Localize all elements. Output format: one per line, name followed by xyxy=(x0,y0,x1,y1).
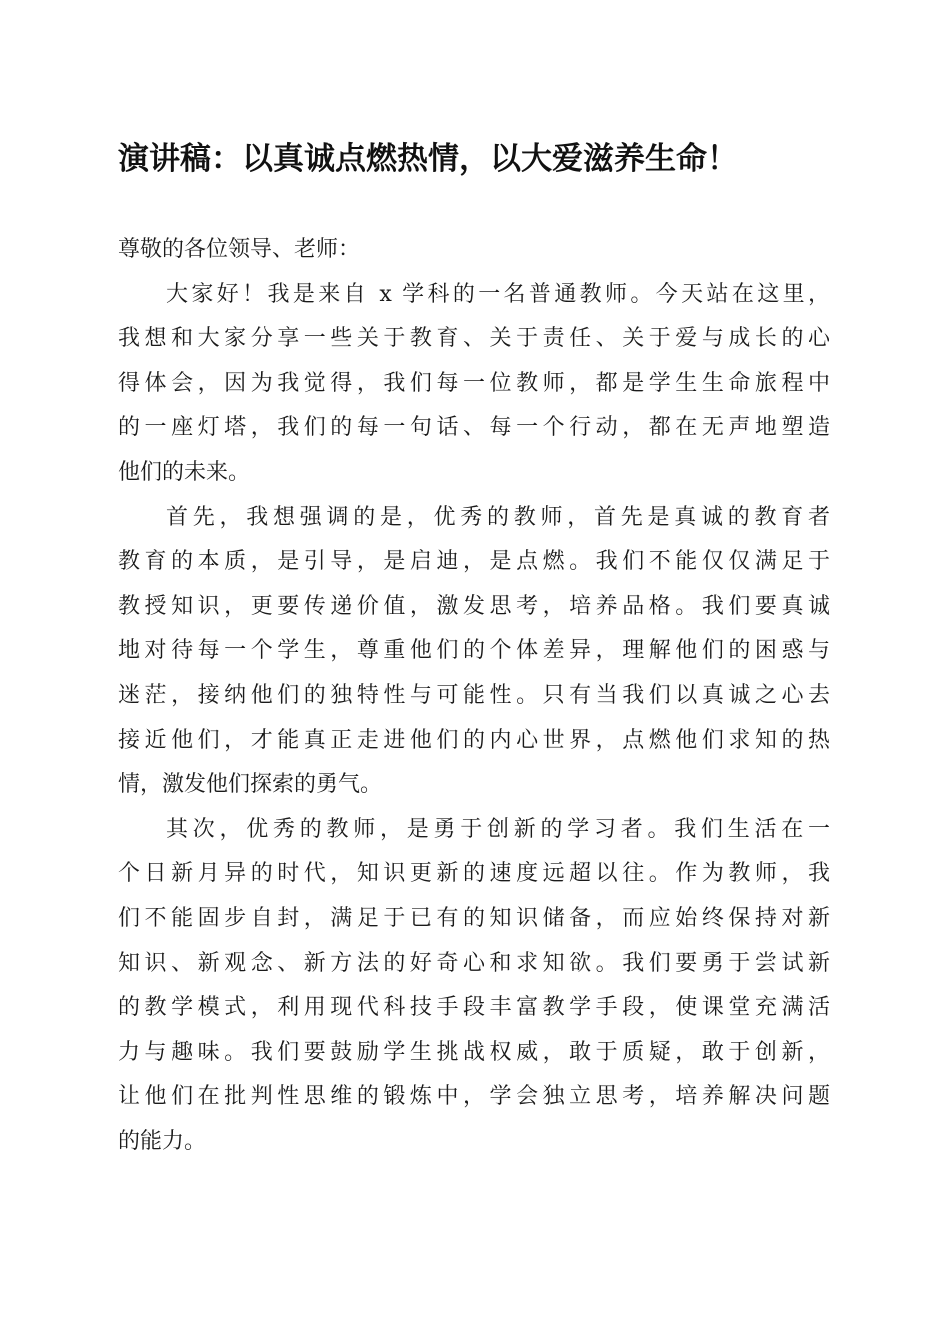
paragraph-line: 教育的本质，是引导，是启迪，是点燃。我们不能仅仅满足于 xyxy=(118,549,830,575)
paragraph-line: 的一座灯塔，我们的每一句话、每一个行动，都在无声地塑造 xyxy=(118,415,830,441)
paragraph-line: 迷茫，接纳他们的独特性与可能性。只有当我们以真诚之心去 xyxy=(118,682,830,708)
paragraph-innovation xyxy=(118,808,830,1165)
paragraph-line: 他们的未来。 xyxy=(118,459,251,485)
paragraph-line: 得体会，因为我觉得，我们每一位教师，都是学生生命旅程中 xyxy=(118,370,830,396)
paragraph-line: 个日新月异的时代，知识更新的速度远超以往。作为教师，我 xyxy=(118,861,830,887)
paragraph-sincerity xyxy=(118,496,830,808)
paragraph-line: 的能力。 xyxy=(118,1128,207,1154)
paragraph-greeting xyxy=(118,273,830,496)
paragraph-line: 首先，我想强调的是，优秀的教师，首先是真诚的教育者 xyxy=(166,504,830,530)
paragraph-line: 接近他们，才能真正走进他们的内心世界，点燃他们求知的热 xyxy=(118,727,830,753)
paragraph-line: 地对待每一个学生，尊重他们的个体差异，理解他们的困惑与 xyxy=(118,638,830,664)
paragraph-line: 教授知识，更要传递价值，激发思考，培养品格。我们要真诚 xyxy=(118,593,830,619)
paragraph-line: 力与趣味。我们要鼓励学生挑战权威，敢于质疑，敢于创新， xyxy=(118,1039,830,1065)
paragraph-line: 知识、新观念、新方法的好奇心和求知欲。我们要勇于尝试新 xyxy=(118,950,830,976)
paragraph-line: 们不能固步自封，满足于已有的知识储备，而应始终保持对新 xyxy=(118,905,830,931)
document-body xyxy=(118,228,830,1164)
paragraph-line: 的教学模式，利用现代科技手段丰富教学手段，使课堂充满活 xyxy=(118,995,830,1021)
paragraph-line: 我想和大家分享一些关于教育、关于责任、关于爱与成长的心 xyxy=(118,326,830,352)
paragraph-line: 让他们在批判性思维的锻炼中，学会独立思考，培养解决问题 xyxy=(118,1084,830,1110)
paragraph-line: 大家好！我是来自 x 学科的一名普通教师。今天站在这里， xyxy=(166,281,830,307)
paragraph-line: 情，激发他们探索的勇气。 xyxy=(118,772,383,798)
paragraph-line: 其次，优秀的教师，是勇于创新的学习者。我们生活在一 xyxy=(166,816,830,842)
document-title: 演讲稿：以真诚点燃热情，以大爱滋养生命！ xyxy=(118,141,738,177)
salutation: 尊敬的各位领导、老师： xyxy=(118,237,361,262)
